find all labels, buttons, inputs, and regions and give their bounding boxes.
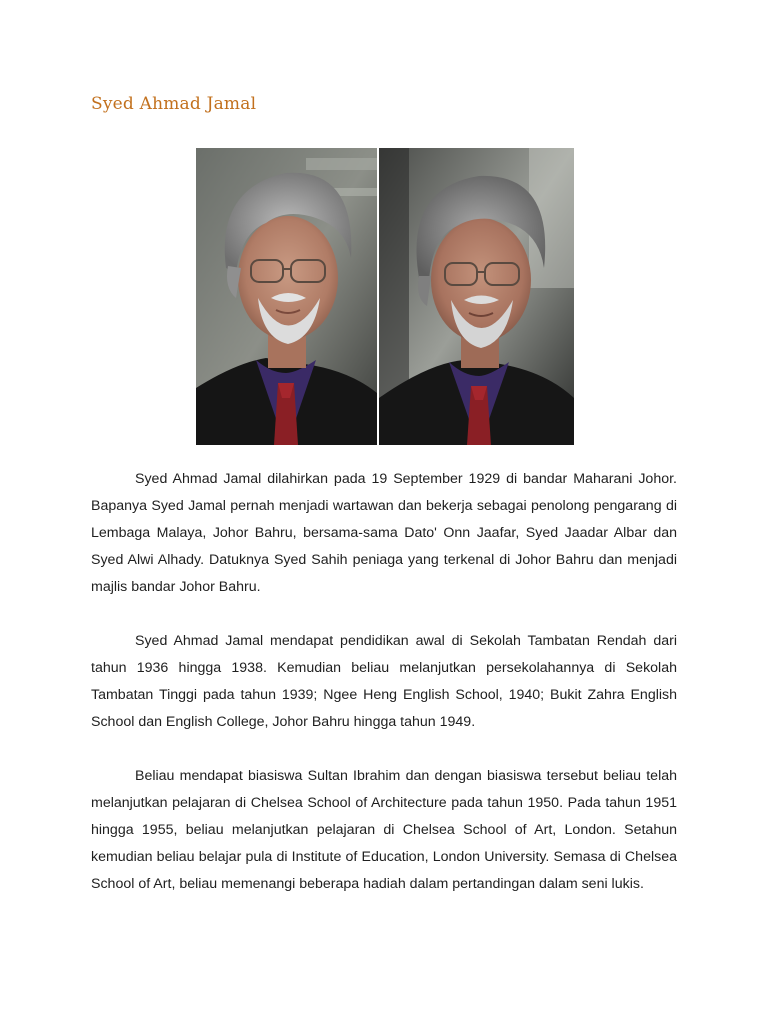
page-title: Syed Ahmad Jamal	[91, 94, 257, 114]
portrait-photo-left	[196, 148, 377, 445]
portrait-left-illustration	[196, 148, 377, 445]
paragraph-1: Syed Ahmad Jamal dilahirkan pada 19 September 1929 di bandar Maharani Johor. Bapanya Syed Jamal pernah menjadi wartawan dan bekerja sebagai penolong pengarang di Lembaga Malaya, Johor Bahru, bersama-sama Dato' Onn Jaafar, Syed Jaadar Albar dan Syed Alwi Alhady. Datuknya Syed Sahih peniaga yang terkenal di Johor Bahru dan menjadi majlis bandar Johor Bahru.	[91, 471, 677, 595]
portrait-right-illustration	[379, 148, 574, 445]
paragraph-3: Beliau mendapat biasiswa Sultan Ibrahim dan dengan biasiswa tersebut beliau telah melanjutkan pelajaran di Chelsea School of Architecture pada tahun 1950. Pada tahun 1951 hingga 1955, beliau melanjutkan pelajaran di Chelsea School of Art, London. Setahun kemudian beliau belajar pula di Institute of Education, London University. Semasa di Chelsea School of Art, beliau memenangi beberapa hadiah dalam pertandingan dalam seni lukis.	[91, 768, 677, 892]
body-text	[91, 466, 677, 925]
paragraph-2: Syed Ahmad Jamal mendapat pendidikan awal di Sekolah Tambatan Rendah dari tahun 1936 hingga 1938. Kemudian beliau melanjutkan persekolahannya di Sekolah Tambatan Tinggi pada tahun 1939; Ngee Heng English School, 1940; Bukit Zahra English School dan English College, Johor Bahru hingga tahun 1949.	[91, 633, 677, 730]
portrait-photo-right	[379, 148, 574, 445]
portrait-photos	[196, 148, 574, 445]
